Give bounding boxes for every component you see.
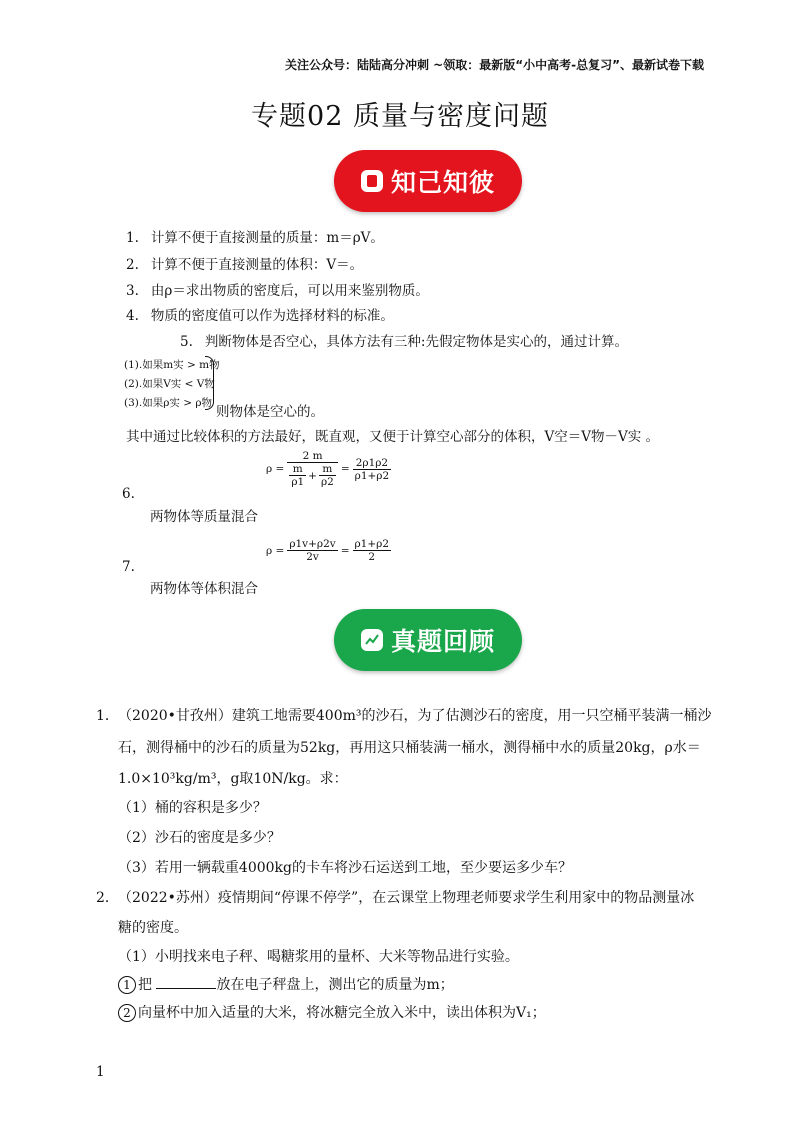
condition-1: (1).如果m实 > m物	[124, 359, 220, 371]
list-item: 1. 计算不便于直接测量的质量：m＝ρV。	[126, 230, 384, 246]
formula-6-number: 6.	[122, 486, 135, 502]
formula-equal-volume: ρ = $\frac{\rho 1v+\rho 2v}{2v}$ = $\frac{\rho 1+\rho 2}{2}$	[266, 538, 390, 563]
formula-equal-mass: ρ = 2 m $\frac{m}{\rho 1}$ + $\frac{m}{\rho 2}$ = $\frac{2\rho 1\rho 2}{\rho 1+\rho 2}$	[266, 450, 390, 488]
q2-line: （2022•苏州）疫情期间“停课不停学”，在云课堂上物理老师要求学生利用家中的物品测量冰	[118, 890, 695, 906]
conclusion: 则物体是空心的。	[216, 404, 324, 420]
step-2-mark: 2	[118, 1004, 136, 1022]
knowledge-badge-label: 知己知彼	[390, 168, 495, 197]
method-note: 其中通过比较体积的方法最好，既直观，又便于计算空心部分的体积，V空＝V物－V实 。	[126, 429, 660, 445]
page-header: 关注公众号：陆陆高分冲刺 ~领取：最新版“小中高考-总复习”、最新试卷下载	[285, 58, 704, 72]
formula-7-number: 7.	[122, 559, 135, 575]
condition-3: (3).如果ρ实 > ρ物	[124, 397, 213, 409]
q1-sub: （2）沙石的密度是多少？	[118, 830, 281, 846]
list-item: 3. 由ρ＝求出物质的密度后，可以用来鉴别物质。	[126, 283, 429, 299]
step-1-mark: 1	[118, 976, 136, 994]
chart-icon	[361, 629, 383, 651]
q1-line: 石，测得桶中的沙石的质量为52kg，再用这只桶装满一桶水，测得桶中水的质量20kg，ρ水＝	[118, 740, 701, 756]
q1-sub: （3）若用一辆载重4000kg的卡车将沙石运送到工地，至少要运多少车？	[118, 860, 572, 876]
q2-line: 糖的密度。	[118, 920, 188, 936]
review-badge	[334, 609, 522, 671]
book-icon	[361, 170, 383, 192]
knowledge-badge	[334, 150, 522, 212]
q2-step-2: 2 向量杯中加入适量的大米，将冰糖完全放入米中，读出体积为V₁；	[118, 1002, 546, 1022]
list-item: 4. 物质的密度值可以作为选择材料的标准。	[126, 308, 394, 324]
brace	[205, 356, 214, 410]
answer-blank[interactable]	[156, 976, 216, 989]
page-title: 专题02 质量与密度问题	[251, 101, 549, 132]
q1-line: 1.0×10³kg/m³，g取10N/kg。求：	[118, 771, 348, 787]
review-badge-label: 真题回顾	[390, 627, 495, 656]
list-item: 5. 判断物体是否空心，具体方法有三种:先假定物体是实心的，通过计算。	[180, 334, 628, 350]
page-number: 1	[96, 1064, 105, 1080]
q2-number: 2．	[96, 890, 119, 906]
q1-line: （2020•甘孜州）建筑工地需要400m³的沙石，为了估测沙石的密度，用一只空桶平装满一桶沙	[118, 708, 712, 724]
formula-6-caption: 两物体等质量混合	[150, 509, 258, 525]
q1-sub: （1）桶的容积是多少？	[118, 800, 267, 816]
formula-7-caption: 两物体等体积混合	[150, 581, 258, 597]
condition-2: (2).如果V实 < V物	[124, 378, 215, 390]
q2-sub: （1）小明找来电子秤、喝糖浆用的量杯、大米等物品进行实验。	[118, 949, 519, 965]
q1-number: 1．	[96, 708, 119, 724]
list-item: 2. 计算不便于直接测量的体积：V＝。	[126, 257, 364, 273]
q2-step-1: 1 把 放在电子秤盘上，测出它的质量为m；	[118, 974, 454, 994]
